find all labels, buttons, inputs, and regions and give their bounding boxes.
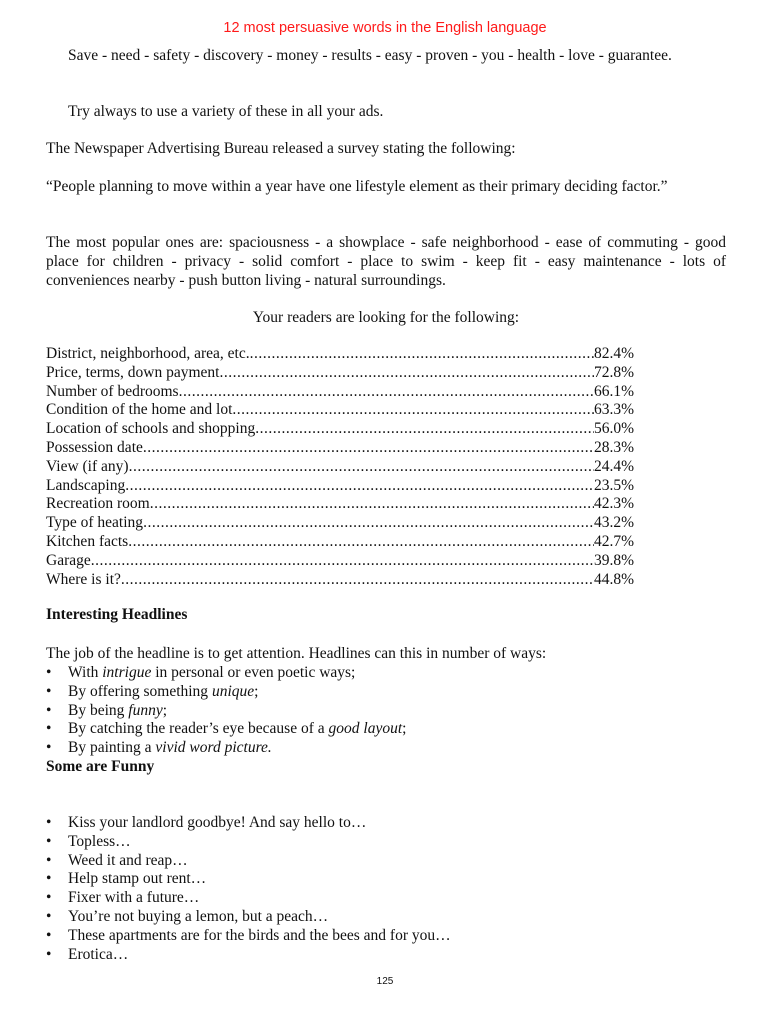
emphasis: funny <box>128 701 163 719</box>
bullet-item <box>46 927 726 946</box>
survey-value: 44.8% <box>593 570 634 588</box>
survey-row <box>46 552 634 571</box>
bullet-item <box>46 870 726 889</box>
bullet-item <box>46 814 726 833</box>
survey-intro: The Newspaper Advertising Bureau released a survey stating the following: <box>46 140 516 157</box>
survey-row <box>46 533 634 552</box>
survey-value: 82.4% <box>593 345 634 362</box>
bullet-item <box>46 702 726 721</box>
readers-heading: Your readers are looking for the following: <box>252 309 520 326</box>
survey-row <box>46 401 634 420</box>
bullet-text: Help stamp out rent… <box>68 870 207 888</box>
bullet-item <box>46 889 726 908</box>
text-segment: By offering something <box>68 682 212 700</box>
survey-row <box>46 514 634 533</box>
leader-dots <box>219 364 593 383</box>
bullet-icon: • <box>46 739 52 757</box>
bullet-text: Weed it and reap… <box>68 851 188 869</box>
survey-value: 39.8% <box>593 551 634 569</box>
bullet-icon: • <box>46 907 52 925</box>
emphasis: good layout <box>328 720 403 738</box>
survey-row <box>46 477 634 496</box>
survey-label: Garage <box>46 551 91 569</box>
survey-value: 28.3% <box>593 438 634 456</box>
leader-dots <box>128 533 594 552</box>
survey-row <box>46 458 634 477</box>
leader-dots <box>179 383 594 402</box>
headlines-heading <box>46 606 726 625</box>
emphasis: unique <box>211 682 255 700</box>
persuasive-words: Save - need - safety - discovery - money - results - easy - proven - you - health - love - guarantee. <box>68 47 672 64</box>
survey-label: Number of bedrooms <box>46 382 179 400</box>
bullet-icon: • <box>46 832 52 850</box>
bullet-icon: • <box>46 870 52 888</box>
emphasis: vivid word picture. <box>155 739 272 757</box>
bullet-item <box>46 683 726 702</box>
leader-dots <box>129 458 594 477</box>
funny-heading <box>46 758 726 777</box>
bullet-text <box>68 683 258 702</box>
survey-label: Kitchen facts <box>46 532 129 550</box>
bullet-item <box>46 946 726 965</box>
text-segment: ; <box>162 701 168 719</box>
bullet-text: Kiss your landlord goodbye! And say hello to… <box>68 814 367 831</box>
bullet-text <box>68 702 167 721</box>
leader-dots <box>125 477 594 496</box>
emphasis: intrigue <box>102 664 152 681</box>
bullet-text: Erotica… <box>68 945 129 963</box>
bullet-text: Topless… <box>68 832 131 850</box>
leader-dots <box>150 495 594 514</box>
survey-row <box>46 364 634 383</box>
bullet-text <box>68 720 406 739</box>
bullet-item <box>46 833 726 852</box>
survey-row <box>46 571 634 590</box>
survey-value: 43.2% <box>593 514 634 532</box>
leader-dots <box>91 552 594 571</box>
survey-label: Landscaping <box>46 476 126 494</box>
bullet-text: These apartments are for the birds and the bees and for you… <box>68 926 451 944</box>
section-heading: Interesting Headlines <box>46 606 188 623</box>
text-segment: in personal or even poetic ways; <box>151 664 356 681</box>
survey-value: 24.4% <box>593 457 634 475</box>
survey-row <box>46 420 634 439</box>
survey-value: 72.8% <box>593 363 634 381</box>
ways-list <box>46 664 726 758</box>
bullet-icon: • <box>46 701 52 719</box>
survey-row <box>46 383 634 402</box>
survey-label: Possession date <box>46 438 143 456</box>
survey-label: Location of schools and shopping <box>46 420 256 438</box>
bullet-text <box>68 664 355 683</box>
survey-list <box>46 345 726 589</box>
survey-row <box>46 439 634 458</box>
bullet-text <box>68 739 272 758</box>
text-segment: By being <box>68 701 129 719</box>
leader-dots <box>143 439 594 458</box>
funny-list <box>46 814 726 964</box>
bullet-text: Fixer with a future… <box>68 889 200 907</box>
bullet-icon: • <box>46 720 52 738</box>
leader-dots <box>121 571 594 590</box>
survey-value: 63.3% <box>593 401 634 419</box>
leader-dots <box>232 401 594 420</box>
bullet-icon: • <box>46 926 52 944</box>
survey-label: View (if any) <box>46 457 129 475</box>
bullet-icon: • <box>46 682 52 700</box>
section-heading: Some are Funny <box>46 758 155 775</box>
bullet-icon: • <box>46 814 52 831</box>
leader-dots <box>143 514 594 533</box>
bullet-item <box>46 664 726 683</box>
text-segment: By painting a <box>68 739 156 757</box>
survey-label: Where is it? <box>46 570 121 588</box>
headlines-intro: The job of the headline is to get attention. Headlines can this in number of ways: <box>46 645 547 662</box>
page-title: 12 most persuasive words in the English language <box>223 20 547 36</box>
leader-dots <box>250 345 594 364</box>
survey-label: Type of heating <box>46 514 144 532</box>
text-segment: By catching the reader’s eye because of a <box>68 720 329 738</box>
bullet-icon: • <box>46 851 52 869</box>
quote: “People planning to move within a year have one lifestyle element as their primary deciding factor.” <box>46 178 668 195</box>
survey-label: Recreation room <box>46 495 150 513</box>
bullet-item <box>46 720 726 739</box>
text-segment: ; <box>402 720 407 738</box>
survey-value: 23.5% <box>593 476 634 494</box>
survey-row <box>46 345 634 364</box>
bullet-item <box>46 908 726 927</box>
popular-elements: The most popular ones are: spaciousness - a showplace - safe neighborhood - ease of commuting - good place for children - privacy - solid comfort - place to swim - keep fit - easy maintenance - lots of conveniences nearby - push button living - natural surroundings. <box>46 234 726 289</box>
survey-value: 66.1% <box>593 382 634 400</box>
text-segment: ; <box>254 682 259 700</box>
bullet-item <box>46 852 726 871</box>
bullet-item <box>46 739 726 758</box>
survey-row <box>46 495 634 514</box>
survey-value: 56.0% <box>593 420 634 438</box>
survey-label: Price, terms, down payment <box>46 363 220 381</box>
survey-value: 42.3% <box>593 495 634 513</box>
try-paragraph: Try always to use a variety of these in all your ads. <box>68 103 384 120</box>
survey-value: 42.7% <box>593 532 634 550</box>
survey-label: District, neighborhood, area, etc. <box>46 345 250 362</box>
bullet-icon: • <box>46 945 52 963</box>
survey-label: Condition of the home and lot <box>46 401 233 419</box>
bullet-icon: • <box>46 889 52 907</box>
bullet-icon: • <box>46 664 52 681</box>
bullet-text: You’re not buying a lemon, but a peach… <box>68 907 329 925</box>
leader-dots <box>255 420 594 439</box>
text-segment: With <box>68 664 103 681</box>
page-number: 125 <box>376 976 394 987</box>
